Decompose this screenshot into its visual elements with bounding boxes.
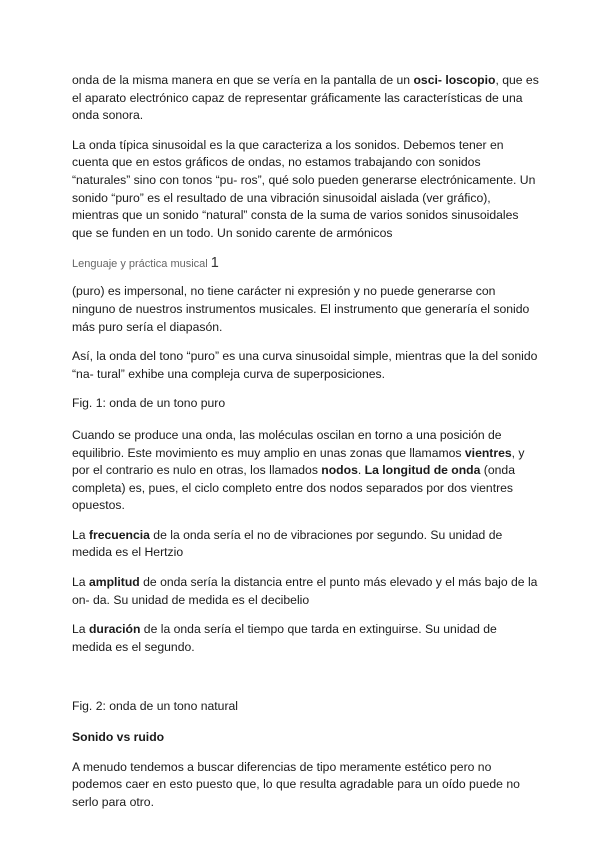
bold-term-duration: duración bbox=[88, 622, 141, 637]
text-run: de la onda sería el tiempo que tarda en extinguirse. Su unidad de medida es el segundo. bbox=[72, 622, 497, 654]
figure-caption-1: Fig. 1: onda de un tono puro bbox=[72, 396, 226, 411]
paragraph-frequency bbox=[72, 527, 540, 562]
running-header bbox=[72, 254, 540, 273]
running-header-page-number: 1 bbox=[210, 255, 219, 272]
bold-term-amplitude: amplitud bbox=[88, 575, 140, 590]
paragraph-oscilloscope bbox=[72, 72, 540, 125]
text-run: La bbox=[72, 575, 89, 590]
text-run: (onda completa) es, pues, el ciclo completo entre dos nodos separados por dos vientres opuestos. bbox=[72, 463, 515, 513]
text-run: , que es el aparato electrónico capaz de representar gráficamente las características de una onda sonora. bbox=[72, 73, 539, 123]
paragraph-sound-vs-noise: A menudo tendemos a buscar diferencias de tipo meramente estético pero no podemos caer en esto puesto que, lo que resulta agradable para un oído puede no serlo para otro. bbox=[72, 759, 520, 809]
section-heading: Sonido vs ruido bbox=[72, 730, 165, 745]
bold-term-wavelength: La longitud de onda bbox=[364, 463, 481, 478]
text-run: onda de la misma manera en que se vería en la pantalla de un bbox=[72, 73, 414, 87]
bold-term-frequency: frecuencia bbox=[88, 527, 150, 542]
bold-term-nodos: nodos bbox=[321, 463, 358, 478]
text-run: de la onda sería el no de vibraciones por segundo. Su unidad de medida es el Hertzio bbox=[72, 527, 503, 560]
text-run: de onda sería la distancia entre el punto más elevado y el más bajo de la on- da. Su unidad de medida es el decibelio bbox=[72, 575, 538, 607]
text-run: La bbox=[72, 622, 89, 637]
paragraph-sinusoidal-wave: La onda típica sinusoidal es la que caracteriza a los sonidos. Debemos tener en cuenta que en estos gráficos de ondas, no estamos trabajando con sonidos “naturales” sino con tonos “pu- ros”, qué solo pueden generarse electrónicamente. Un sonido “puro” es el resultado de una vibración sinusoidal aislada (ver gráfico), mientras que un sonido “natural” consta de la suma de varios sonidos sinusoidales que se funden en un todo. Un sonido carente de armónicos bbox=[72, 137, 536, 240]
paragraph-pure-vs-natural: Así, la onda del tono “puro” es una curva sinusoidal simple, mientras que la del sonido “na- tural” exhibe una compleja curva de superposiciones. bbox=[72, 349, 538, 381]
text-run: , y por el contrario es nulo en otras, los llamados bbox=[72, 445, 525, 478]
bold-term-vientres: vientres bbox=[464, 445, 512, 460]
text-run: Cuando se produce una onda, las moléculas oscilan en torno a una posición de equilibrio. Este movimiento es muy amplio en unas zonas que llamamos bbox=[72, 427, 502, 460]
paragraph-amplitude bbox=[72, 574, 540, 609]
paragraph-duration bbox=[72, 621, 540, 656]
bold-term-oscilloscope: osci- loscopio bbox=[413, 73, 496, 87]
text-run: . bbox=[357, 463, 365, 478]
paragraph-pure-sound: (puro) es impersonal, no tiene carácter ni expresión y no puede generarse con ninguno de nuestros instrumentos musicales. El instrumento que generaría el sonido más puro sería el diapasón. bbox=[72, 284, 530, 334]
running-header-text: Lenguaje y práctica musical bbox=[72, 258, 211, 271]
text-run: La bbox=[72, 527, 89, 542]
figure-caption-2: Fig. 2: onda de un tono natural bbox=[72, 699, 239, 714]
paragraph-wave-nodes bbox=[72, 427, 540, 515]
